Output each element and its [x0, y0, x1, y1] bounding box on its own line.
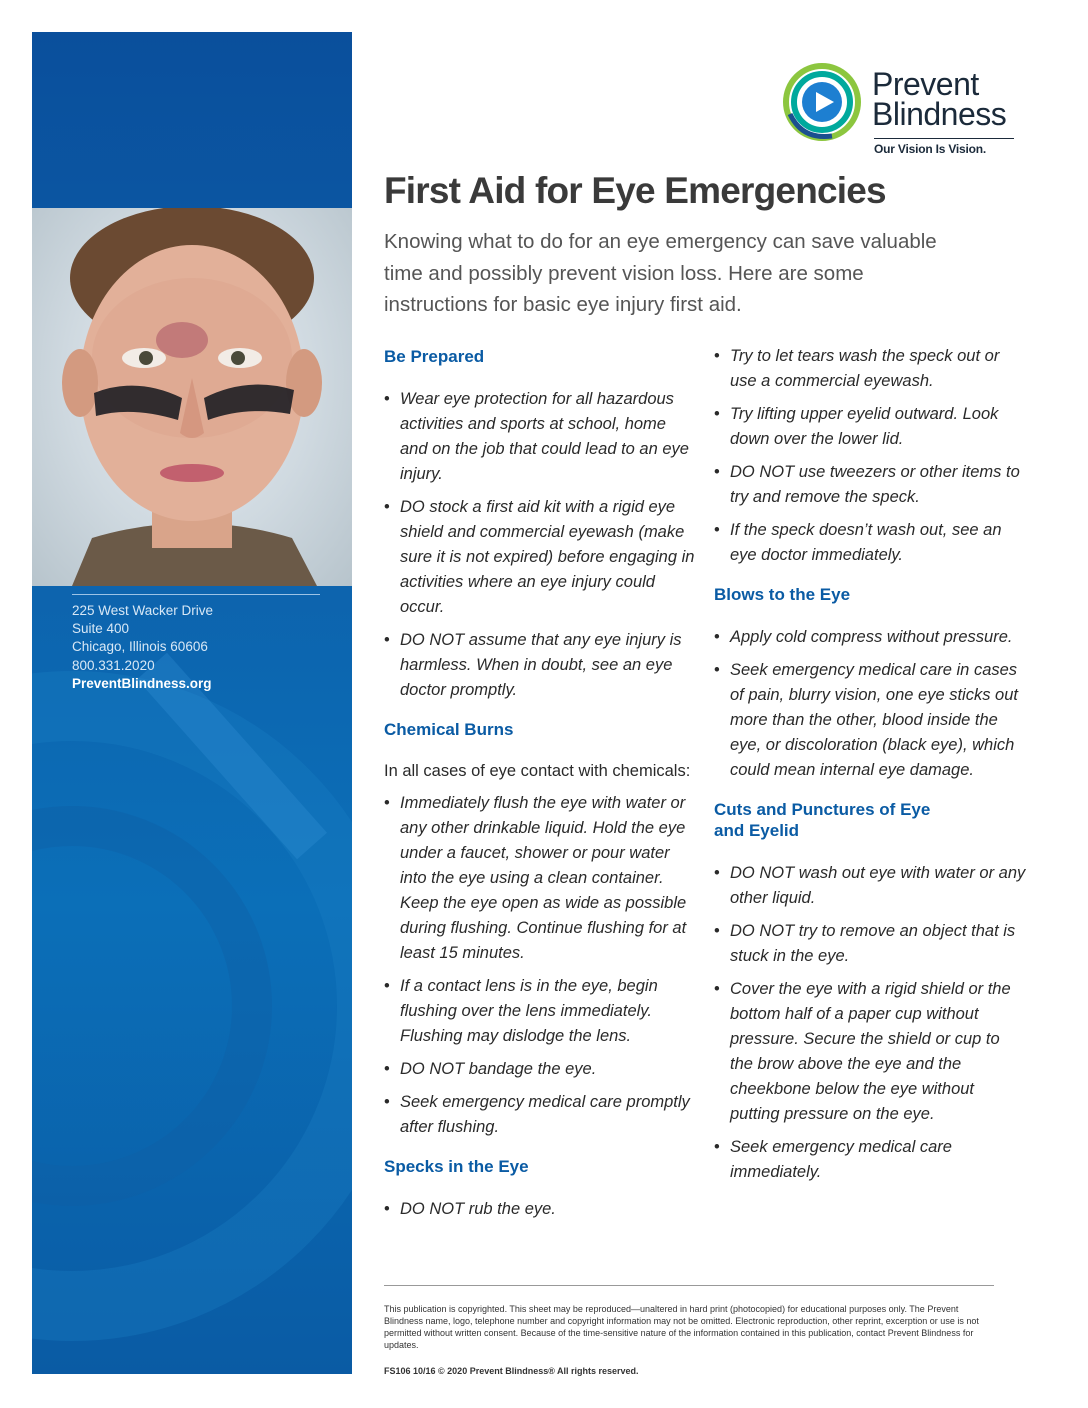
- left-column: [384, 346, 696, 1222]
- page-title: First Aid for Eye Emergencies: [384, 170, 886, 211]
- logo-text-prevent: Prevent: [872, 66, 979, 102]
- right-column: [714, 344, 1026, 1185]
- be-prepared-list: [384, 387, 696, 703]
- chemical-burns-lead: In all cases of eye contact with chemicals:: [384, 762, 691, 780]
- list-item: • Wear eye protection for all hazardous activities and sports at school, home and on the job that could lead to an eye injury.: [384, 387, 696, 487]
- chemical-burns-list: [384, 791, 696, 1140]
- section-heading-specks: Specks in the Eye: [384, 1157, 529, 1176]
- list-item: • Seek emergency medical care immediately.: [714, 1135, 1026, 1185]
- logo-tagline: Our Vision Is Vision.: [874, 142, 987, 156]
- publication-id: FS106 10/16 © 2020 Prevent Blindness® All rights reserved.: [384, 1366, 639, 1376]
- address-divider: [72, 594, 320, 595]
- boy-portrait-photo: [32, 208, 352, 586]
- address-line: Chicago, Illinois 60606: [72, 639, 208, 655]
- list-item: • If the speck doesn’t wash out, see an eye doctor immediately.: [714, 518, 1026, 568]
- section-heading-be-prepared: Be Prepared: [384, 347, 485, 366]
- address-line: Suite 400: [72, 621, 130, 637]
- prevent-blindness-logo: [782, 62, 1032, 162]
- blows-list: [714, 625, 1026, 783]
- footer-divider: [384, 1285, 994, 1286]
- list-item: • Immediately flush the eye with water or any other drinkable liquid. Hold the eye under a faucet, shower or pour water into the eye using a clean container. Keep the eye open as wide as possible during flushing. Continue flushing for at least 15 minutes.: [384, 791, 696, 966]
- list-item: • Seek emergency medical care in cases of pain, blurry vision, one eye sticks out more than the other, blood inside the eye, or discoloration (black eye), which could mean internal eye damage.: [714, 658, 1026, 783]
- list-item: • DO NOT try to remove an object that is stuck in the eye.: [714, 919, 1026, 969]
- list-item: • DO NOT assume that any eye injury is harmless. When in doubt, see an eye doctor promptly.: [384, 628, 696, 703]
- intro-paragraph: Knowing what to do for an eye emergency can save valuable time and possibly prevent vision loss. Here are some instructions for basic eye injury first aid.: [384, 230, 937, 316]
- list-item: • Try lifting upper eyelid outward. Look down over the lower lid.: [714, 402, 1026, 452]
- specks-list-right: [714, 344, 1026, 568]
- sidebar-panel: [32, 32, 352, 1374]
- list-item: • DO NOT use tweezers or other items to try and remove the speck.: [714, 460, 1026, 510]
- section-heading-cuts: Cuts and Punctures of Eye and Eyelid: [714, 800, 931, 840]
- list-item: • DO stock a first aid kit with a rigid eye shield and commercial eyewash (make sure it is not expired) before engaging in activities where an eye injury could occur.: [384, 495, 696, 620]
- portrait-illustration: [32, 208, 352, 586]
- list-item: • Try to let tears wash the speck out or use a commercial eyewash.: [714, 344, 1026, 394]
- list-item: • Seek emergency medical care promptly after flushing.: [384, 1090, 696, 1140]
- list-item: • DO NOT bandage the eye.: [384, 1057, 696, 1082]
- list-item: • DO NOT rub the eye.: [384, 1197, 696, 1222]
- specks-list-left: [384, 1197, 696, 1222]
- cuts-list: [714, 861, 1026, 1185]
- logo-text-blindness: Blindness: [872, 96, 1007, 132]
- list-item: • Apply cold compress without pressure.: [714, 625, 1026, 650]
- section-heading-blows: Blows to the Eye: [714, 585, 851, 604]
- list-item: • DO NOT wash out eye with water or any other liquid.: [714, 861, 1026, 911]
- copyright-notice: This publication is copyrighted. This sheet may be reproduced—unaltered in hard print (photocopied) for educational purposes only. The Prevent Blindness name, logo, telephone number and copyright information may not be omitted. Electronic reproduction, other reprint, excerption or use is not permitted without written consent. Because of the time-sensitive nature of the information contained in this publication, contact Prevent Blindness for updates.: [384, 1304, 979, 1350]
- address-line: 225 West Wacker Drive: [72, 603, 214, 618]
- section-heading-chemical-burns: Chemical Burns: [384, 720, 514, 739]
- logo-divider: [874, 138, 1014, 139]
- contact-address: [72, 602, 332, 693]
- eye-logo-icon: [782, 62, 862, 142]
- sidebar-decorative-swirl: [32, 586, 352, 1374]
- list-item: • Cover the eye with a rigid shield or the bottom half of a paper cup without pressure. Secure the shield or cup to the brow above the eye and the cheekbone below the eye without putting pressure on the eye.: [714, 977, 1026, 1127]
- list-item: • If a contact lens is in the eye, begin flushing over the lens immediately. Flushing may dislodge the lens.: [384, 974, 696, 1049]
- website-link[interactable]: PreventBlindness.org: [72, 675, 212, 691]
- phone-number: 800.331.2020: [72, 657, 155, 673]
